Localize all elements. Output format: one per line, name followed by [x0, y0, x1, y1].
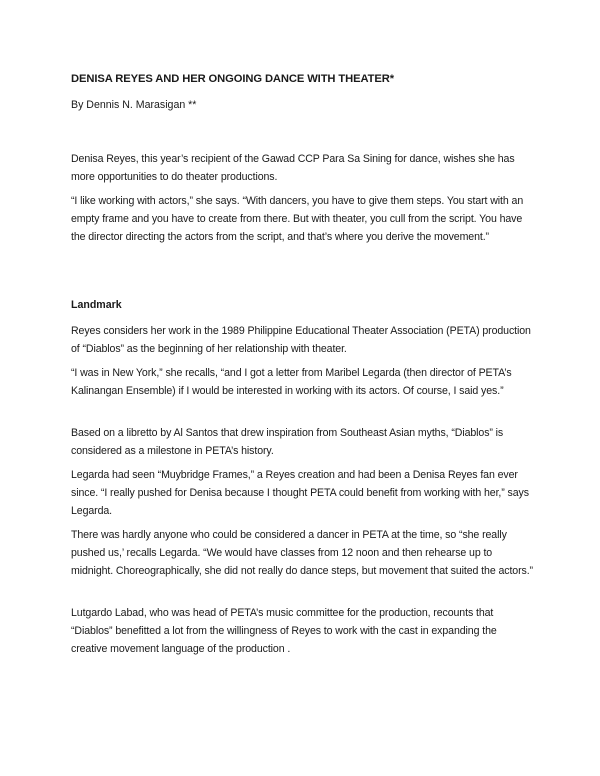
paragraph — [71, 150, 533, 186]
paragraph — [71, 604, 533, 658]
body-paragraph-2: “I was in New York,” she recalls, “and I got a letter from Maribel Legarda (then director of PETA’s Kalinangan Ensemble) if I would be interested in working with its actors. Of course, I said yes.” — [71, 367, 512, 397]
section-heading: Landmark — [71, 299, 122, 311]
body-paragraph-3: Based on a libretto by Al Santos that drew inspiration from Southeast Asian myths, “Diablos” is considered as a milestone in PETA’s history. — [71, 427, 504, 457]
article-byline: By Dennis N. Marasigan ** — [71, 99, 197, 111]
body-paragraph-1: Reyes considers her work in the 1989 Philippine Educational Theater Association (PETA) production of “Diablos” as the beginning of her relationship with theater. — [71, 325, 531, 355]
paragraph — [71, 364, 533, 400]
paragraph — [71, 192, 533, 246]
body-paragraph-6: Lutgardo Labad, who was head of PETA’s music committee for the production, recounts that “Diablos” benefitted a lot from the willingness of Reyes to work with the cast in expanding the creative movement language of the production . — [71, 607, 497, 655]
body-paragraph-4: Legarda had seen “Muybridge Frames,” a Reyes creation and had been a Denisa Reyes fan ever since. “I really pushed for Denisa because I thought PETA could benefit from working with her,” says Legarda. — [71, 469, 529, 517]
body-paragraph-5: There was hardly anyone who could be considered a dancer in PETA at the time, so “she really pushed us,’ recalls Legarda. “We would have classes from 12 noon and then rehearse up to midnight. Choreographically, she did not really do dance steps, but movement that suited the actors.” — [71, 529, 533, 577]
paragraph — [71, 322, 533, 358]
intro-paragraph-1: Denisa Reyes, this year’s recipient of the Gawad CCP Para Sa Sining for dance, wishes she has more opportunities to do theater productions. — [71, 153, 515, 183]
article-title: DENISA REYES AND HER ONGOING DANCE WITH THEATER* — [71, 73, 394, 85]
paragraph — [71, 466, 533, 520]
paragraph — [71, 424, 533, 460]
paragraph — [71, 526, 533, 580]
intro-paragraph-2: “I like working with actors,” she says. “With dancers, you have to give them steps. You start with an empty frame and you have to create from there. But with theater, you cull from the script. You have the director directing the actors from the script, and that’s where you derive the movement.” — [71, 195, 524, 243]
